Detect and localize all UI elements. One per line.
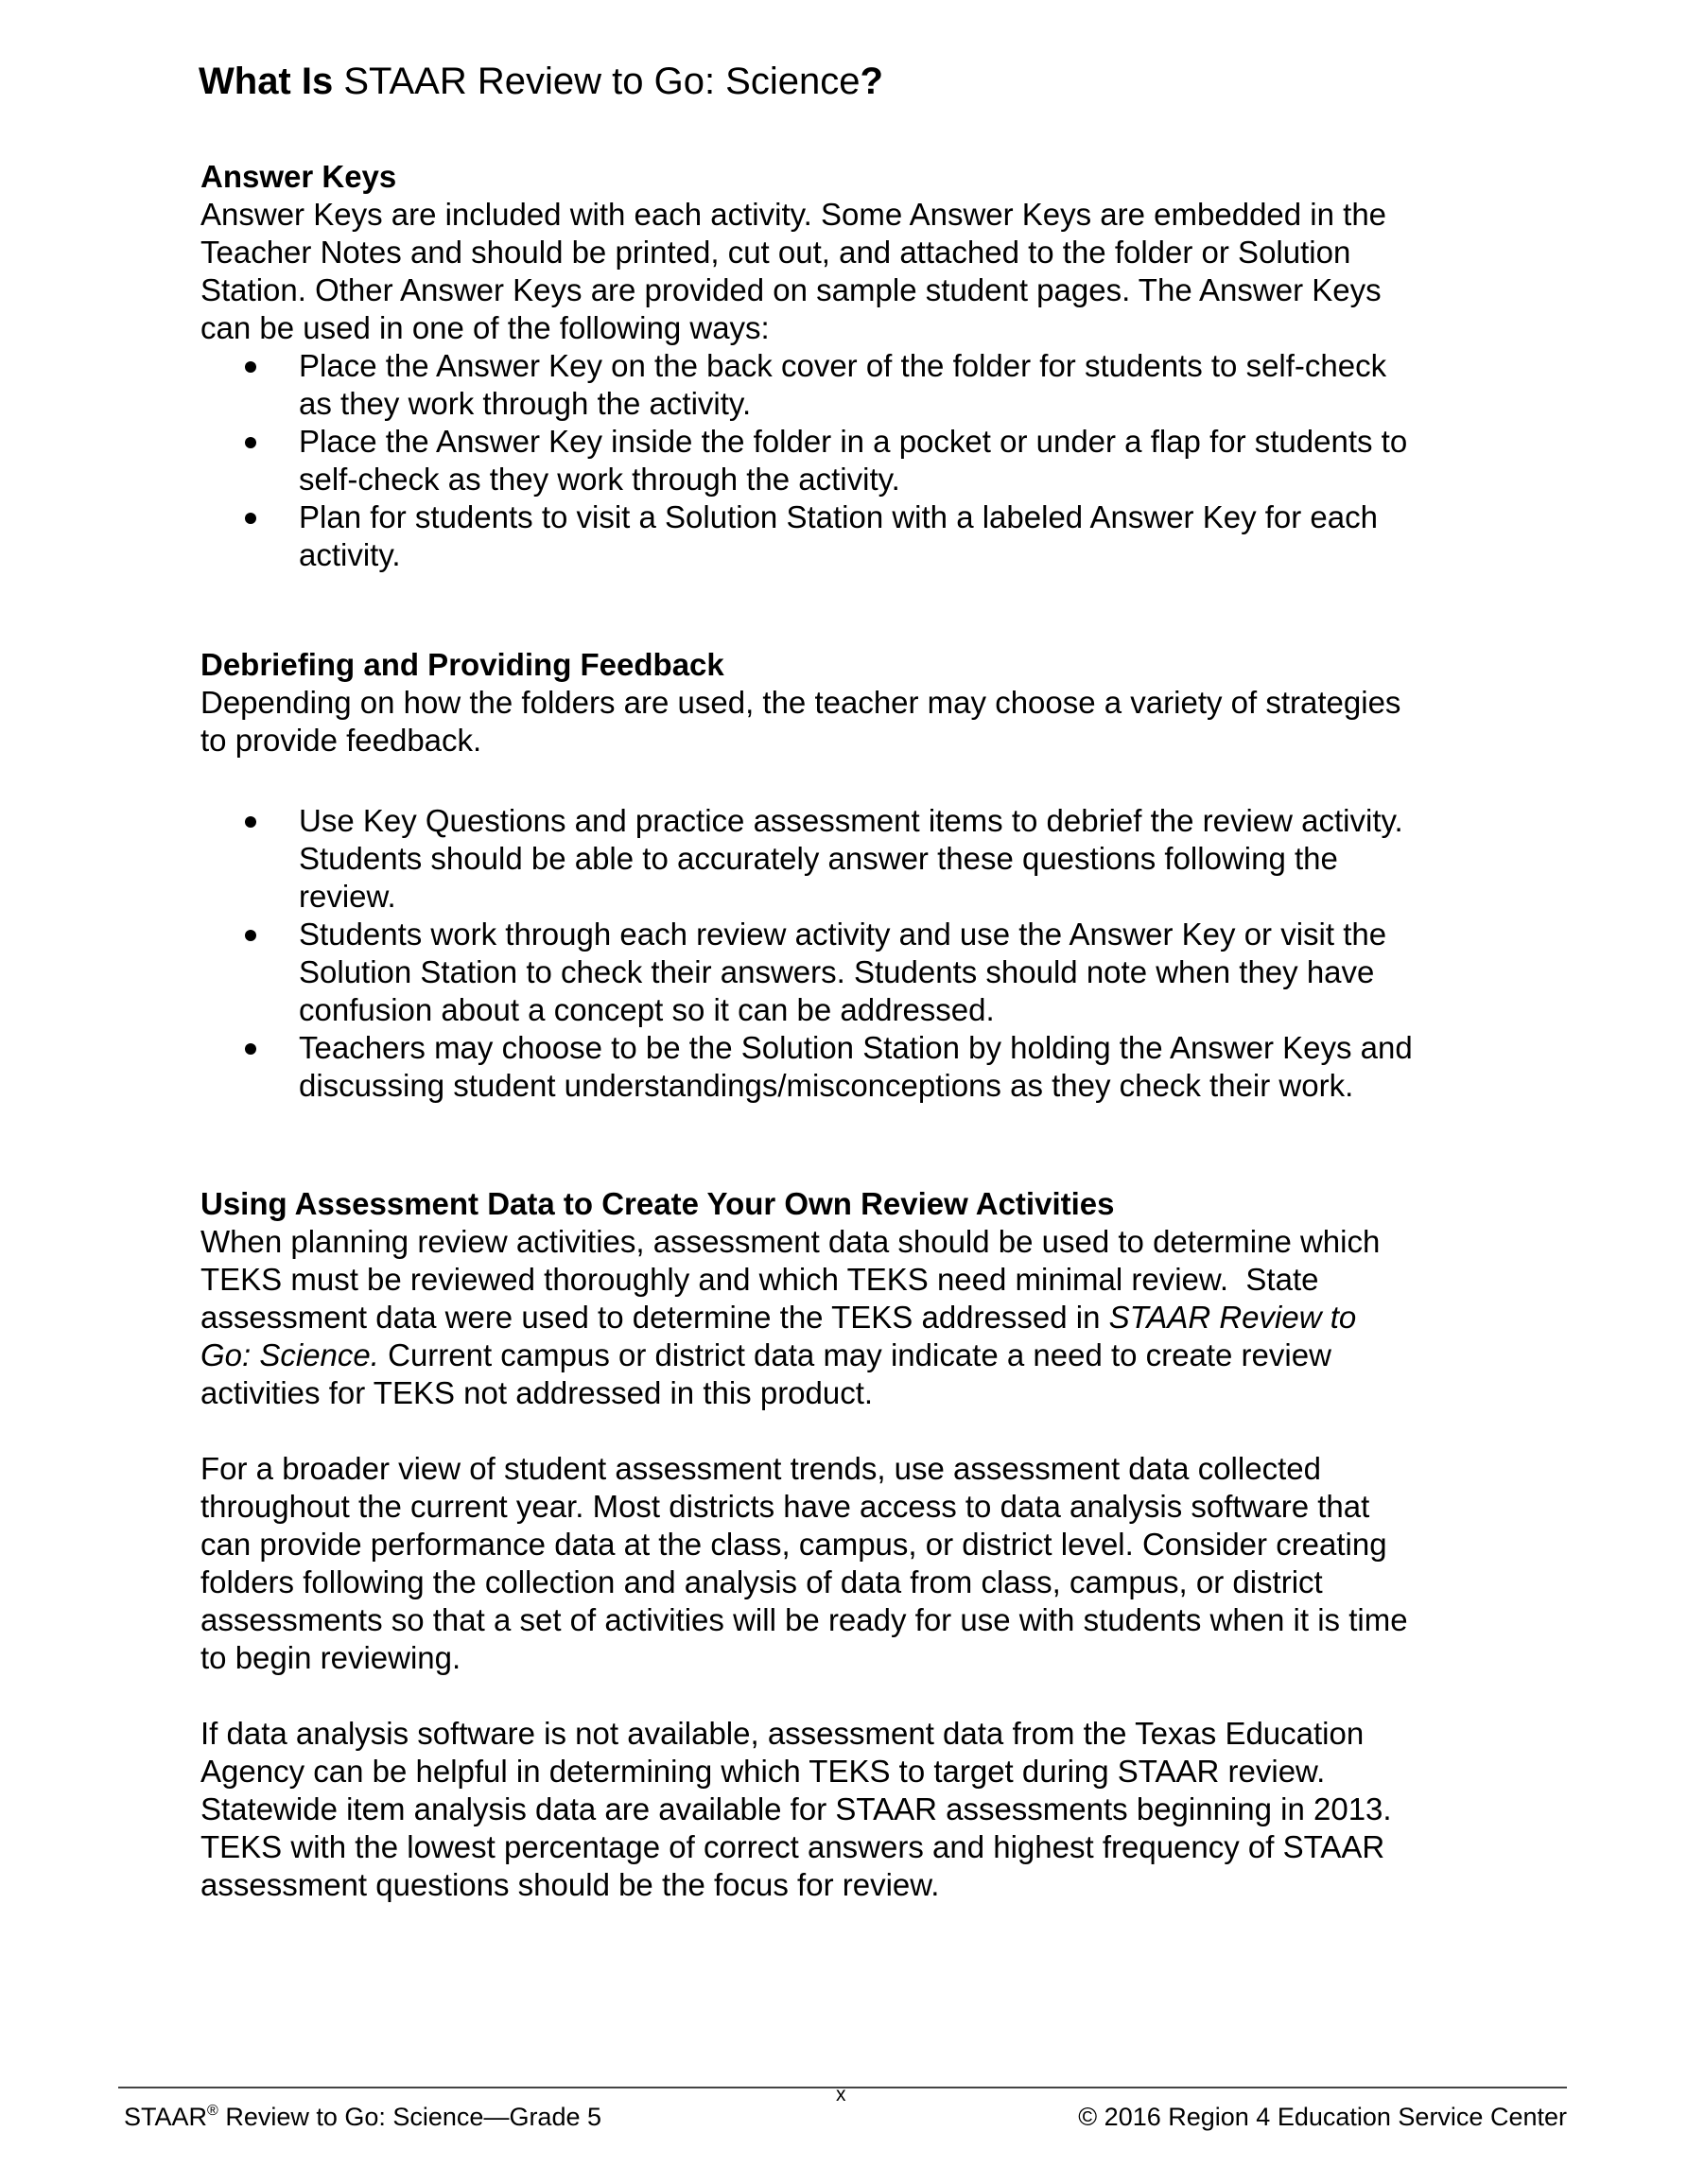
spacer: [200, 1677, 1524, 1715]
footer-product-title: [124, 2102, 601, 2132]
list-item: [200, 802, 1524, 916]
page-title-bold: What Is: [199, 61, 334, 102]
text-run: Current campus or district data may indicate a need to create review: [378, 1337, 1331, 1372]
list-item-line: Students work through each review activity and use the Answer Key or visit the: [299, 917, 1387, 952]
paragraph-line: can be used in one of the following ways:: [200, 310, 770, 345]
list-item-line: Use Key Questions and practice assessment items to debrief the review activity.: [299, 803, 1403, 838]
list-item-line: confusion about a concept so it can be addressed.: [299, 992, 995, 1027]
paragraph-line: Answer Keys are included with each activity. Some Answer Keys are embedded in the: [200, 197, 1387, 232]
paragraph-line: activities for TEKS not addressed in this product.: [200, 1375, 874, 1410]
section-debriefing: [200, 646, 1524, 1105]
bullet-icon: [245, 361, 256, 373]
list-item-line: as they work through the activity.: [299, 386, 752, 421]
paragraph-line: Teacher Notes and should be printed, cut out, and attached to the folder or Solution: [200, 235, 1351, 270]
paragraph-line: folders following the collection and analysis of data from class, campus, or district: [200, 1564, 1323, 1599]
page-title: [199, 59, 883, 104]
footer-text: STAAR: [124, 2103, 208, 2131]
paragraph-line: Agency can be helpful in determining which TEKS to target during STAAR review.: [200, 1754, 1326, 1789]
footer-copyright: © 2016 Region 4 Education Service Center: [1078, 2103, 1567, 2131]
paragraph-line: Station. Other Answer Keys are provided on sample student pages. The Answer Keys: [200, 272, 1382, 307]
paragraph-line: can provide performance data at the class, campus, or district level. Consider creating: [200, 1527, 1387, 1562]
paragraph-line: [200, 1299, 1524, 1337]
section-heading-answer-keys: Answer Keys: [200, 159, 397, 194]
section-heading-assessment-data: Using Assessment Data to Create Your Own Review Activities: [200, 1186, 1115, 1221]
list-item: [200, 347, 1524, 423]
product-title-italic: STAAR Review to: [1108, 1300, 1357, 1335]
paragraph-line: Depending on how the folders are used, the teacher may choose a variety of strategies: [200, 685, 1401, 720]
product-title-italic: Go: Science.: [200, 1337, 379, 1372]
bullet-icon: [245, 816, 256, 828]
bullet-icon: [245, 513, 256, 524]
paragraph-line: to begin reviewing.: [200, 1640, 461, 1675]
list-item-line: discussing student understandings/misconceptions as they check their work.: [299, 1068, 1354, 1103]
paragraph-line: [200, 1337, 1524, 1374]
section-answer-keys: [200, 158, 1524, 574]
section-heading-debriefing: Debriefing and Providing Feedback: [200, 647, 724, 682]
list-item-line: Teachers may choose to be the Solution Station by holding the Answer Keys and: [299, 1030, 1413, 1065]
bullet-icon: [245, 930, 256, 941]
list-item-line: Solution Station to check their answers. Students should note when they have: [299, 954, 1375, 989]
text-run: assessment data were used to determine the TEKS addressed in: [200, 1300, 1109, 1335]
list-item: [200, 1029, 1524, 1105]
list-item-line: Plan for students to visit a Solution Station with a labeled Answer Key for each: [299, 499, 1378, 534]
page-title-question-mark: ?: [860, 61, 883, 102]
bullet-icon: [245, 437, 256, 448]
paragraph-line: throughout the current year. Most districts have access to data analysis software that: [200, 1489, 1370, 1524]
list-item-line: activity.: [299, 537, 401, 572]
list-item-line: Students should be able to accurately answer these questions following the: [299, 841, 1338, 876]
bullet-icon: [245, 1043, 256, 1055]
footer-text: Review to Go: Science—Grade 5: [217, 2103, 601, 2131]
list-item-line: review.: [299, 879, 396, 914]
spacer: [200, 1412, 1524, 1450]
paragraph-line: TEKS must be reviewed thoroughly and which TEKS need minimal review. State: [200, 1262, 1319, 1297]
list-item: [200, 423, 1524, 498]
feedback-strategies-list: [200, 802, 1524, 1105]
answer-key-options-list: [200, 347, 1524, 574]
list-item-line: self-check as they work through the activity.: [299, 462, 900, 497]
section-assessment-data: [200, 1185, 1524, 1904]
list-item-line: Place the Answer Key inside the folder in a pocket or under a flap for students to: [299, 424, 1408, 459]
paragraph-line: to provide feedback.: [200, 723, 482, 758]
paragraph-line: When planning review activities, assessment data should be used to determine which: [200, 1224, 1381, 1259]
list-item-line: Place the Answer Key on the back cover of the folder for students to self-check: [299, 348, 1387, 383]
page-title-product: STAAR Review to Go: Science: [333, 61, 861, 102]
list-item: [200, 498, 1524, 574]
paragraph-line: assessments so that a set of activities will be ready for use with students when it is time: [200, 1602, 1408, 1637]
registered-mark: ®: [207, 2103, 218, 2119]
list-item: [200, 916, 1524, 1029]
spacer: [200, 760, 1524, 802]
paragraph-line: Statewide item analysis data are available for STAAR assessments beginning in 2013.: [200, 1791, 1392, 1826]
page-number: x: [836, 2084, 846, 2105]
paragraph-line: assessment questions should be the focus for review.: [200, 1867, 940, 1902]
paragraph-line: For a broader view of student assessment trends, use assessment data collected: [200, 1451, 1321, 1486]
paragraph-line: TEKS with the lowest percentage of correct answers and highest frequency of STAAR: [200, 1829, 1385, 1864]
paragraph-line: If data analysis software is not available, assessment data from the Texas Education: [200, 1716, 1365, 1751]
